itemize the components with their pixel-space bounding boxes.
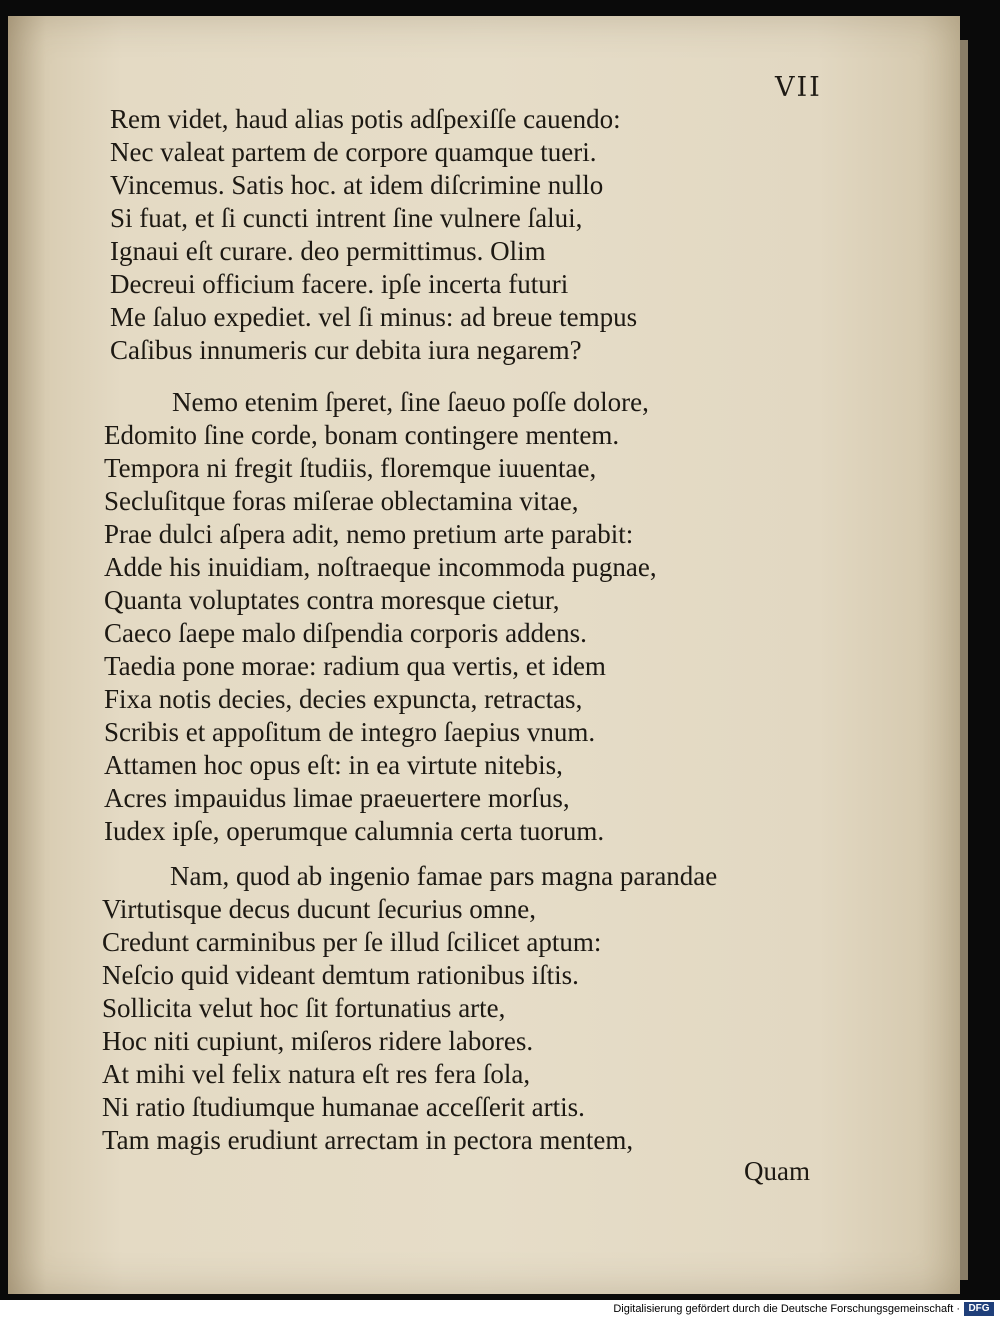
verse-line: Rem videt, haud alias potis adſpexiſſe cauendo: — [110, 104, 621, 134]
verse-line: Nemo etenim ſperet, ſine ſaeuo poſſe dolore, — [172, 387, 649, 417]
verse-line: Iudex ipſe, operumque calumnia certa tuorum. — [104, 816, 605, 846]
verse-line: Ni ratio ſtudiumque humanae acceſſerit artis. — [102, 1092, 585, 1122]
verse-line: Caſibus innumeris cur debita iura negarem? — [110, 335, 582, 365]
verse-line: Prae dulci aſpera adit, nemo pretium arte parabit: — [104, 519, 634, 549]
verse-line: Tam magis erudiunt arrectam in pectora mentem, — [102, 1125, 634, 1155]
verse-line: Acres impauidus limae praeuertere morſus, — [104, 783, 570, 813]
page-number: VII — [775, 72, 822, 103]
verse-line: Quanta voluptates contra moresque cietur, — [104, 585, 560, 615]
verse-line: Sollicita velut hoc ſit fortunatius arte, — [102, 993, 506, 1023]
verse-line: Tempora ni fregit ſtudiis, floremque iuuentae, — [104, 453, 597, 483]
funding-credit: Digitalisierung gefördert durch die Deutsche Forschungsgemeinschaft · — [613, 1303, 960, 1315]
dfg-logo-icon: DFG — [964, 1302, 994, 1316]
verse-line: Taedia pone morae: radium qua vertis, et idem — [104, 651, 606, 681]
stanza-1 — [110, 103, 637, 367]
verse-line: Decreui officium facere. ipſe incerta futuri — [110, 269, 569, 299]
verse-line: Fixa notis decies, decies expuncta, retractas, — [104, 684, 583, 714]
verse-line: Vincemus. Satis hoc. at idem diſcrimine nullo — [110, 170, 604, 200]
verse-line: Secluſitque foras miſerae oblectamina vitae, — [104, 486, 579, 516]
verse-line: Edomito ſine corde, bonam contingere mentem. — [104, 420, 620, 450]
verse-line: At mihi vel felix natura eſt res fera ſola, — [102, 1059, 531, 1089]
verse-line: Caeco ſaepe malo diſpendia corporis addens. — [104, 618, 587, 648]
verse-line: Attamen hoc opus eſt: in ea virtute nitebis, — [104, 750, 563, 780]
verse-line: Credunt carminibus per ſe illud ſcilicet aptum: — [102, 927, 602, 957]
verse-line: Nec valeat partem de corpore quamque tueri. — [110, 137, 597, 167]
page-edge — [960, 40, 968, 1280]
stanza-3 — [102, 860, 717, 1157]
verse-line: Scribis et appoſitum de integro ſaepius vnum. — [104, 717, 596, 747]
verse-line: Virtutisque decus ducunt ſecurius omne, — [102, 894, 537, 924]
catchword: Quam — [744, 1156, 810, 1186]
verse-line: Adde his inuidiam, noſtraeque incommoda pugnae, — [104, 552, 657, 582]
verse-line: Hoc niti cupiunt, miſeros ridere labores. — [102, 1026, 534, 1056]
verse-line: Ignaui eſt curare. deo permittimus. Olim — [110, 236, 546, 266]
verse-line: Si fuat, et ſi cuncti intrent ſine vulnere ſalui, — [110, 203, 583, 233]
verse-line: Nam, quod ab ingenio famae pars magna parandae — [170, 861, 718, 891]
verse-line: Neſcio quid videant demtum rationibus iſtis. — [102, 960, 579, 990]
stanza-2 — [104, 386, 657, 848]
verse-line: Me ſaluo expediet. vel ſi minus: ad breue tempus — [110, 302, 638, 332]
